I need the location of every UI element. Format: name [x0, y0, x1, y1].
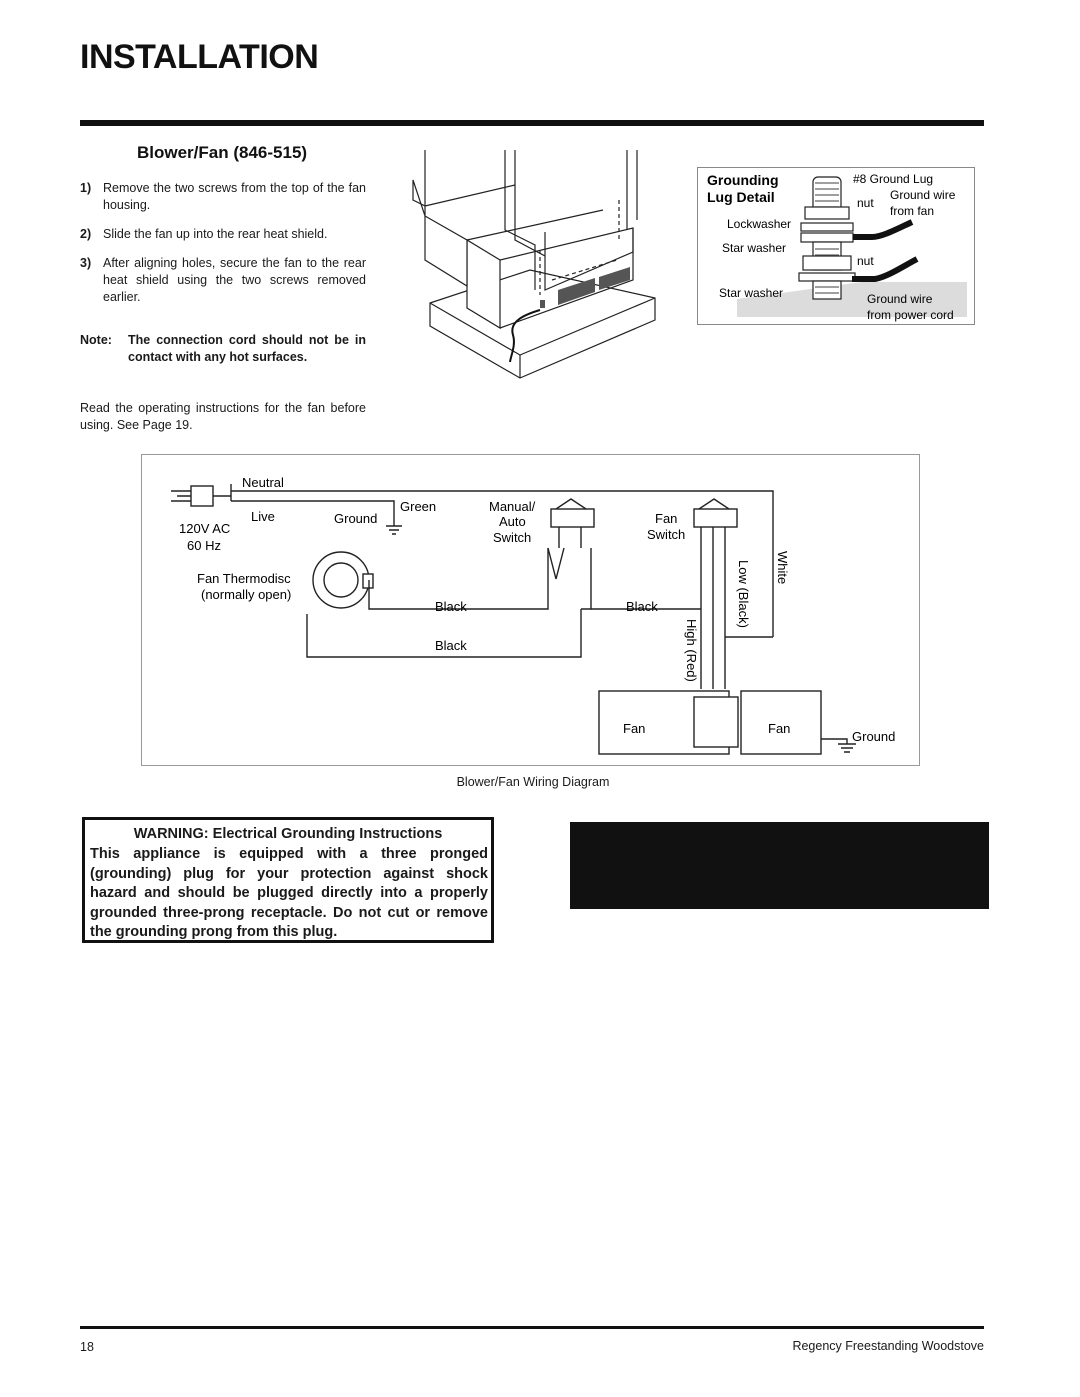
step-number: 3) [80, 256, 92, 270]
label-ground-wire-cord-2: from power cord [867, 308, 954, 322]
header-rule [80, 120, 984, 126]
warning-body: This appliance is equipped with a three pronged (grounding) plug for your protection against shock hazard and should be plugged directly into a properly grounded three-prong receptacle. Do not cut or remove the grounding prong from this plug. [90, 846, 488, 940]
label-star-washer-1: Star washer [722, 241, 787, 255]
warning-title: WARNING: Electrical Grounding Instructions [133, 826, 443, 842]
label-fan-left: Fan [623, 721, 646, 736]
label-white: White [775, 551, 790, 585]
label-ground-lug: #8 Ground Lug [853, 172, 934, 186]
label-thermodisc-1: Fan Thermodisc [197, 571, 291, 586]
label-fan-switch-1: Fan [655, 511, 678, 526]
label-black-2: Black [626, 599, 658, 614]
label-green: Green [400, 499, 437, 514]
label-manual-auto-3: Switch [493, 530, 532, 545]
section-heading: Blower/Fan (846-515) [137, 143, 308, 162]
step-text: After aligning holes, secure the fan to the rear heat shield using the two screws removed earlier. [103, 256, 366, 304]
label-black-1: Black [435, 599, 467, 614]
label-voltage: 120V AC [179, 521, 231, 536]
footer-rule [80, 1326, 984, 1329]
label-manual-auto-2: Auto [499, 514, 526, 529]
step-3 [80, 255, 366, 306]
label-fan-right: Fan [768, 721, 791, 736]
label-thermodisc-2: (normally open) [201, 587, 292, 602]
footer-title: Regency Freestanding Woodstove [792, 1339, 984, 1353]
label-manual-auto-1: Manual/ [489, 499, 536, 514]
label-black-3: Black [435, 638, 467, 653]
step-number: 2) [80, 227, 92, 241]
grounding-title-line1: Grounding [707, 172, 779, 188]
black-box [570, 822, 989, 909]
note-text: The connection cord should not be in contact with any hot surfaces. [128, 333, 366, 364]
instruction-steps [80, 180, 366, 318]
warning-box [82, 817, 494, 943]
note-label: Note: [80, 333, 112, 347]
label-low-black: Low (Black) [736, 560, 751, 628]
step-1 [80, 180, 366, 214]
page-title: INSTALLATION [80, 38, 319, 76]
page-number: 18 [80, 1340, 94, 1354]
label-live: Live [251, 509, 275, 524]
wiring-diagram-caption: Blower/Fan Wiring Diagram [456, 775, 610, 789]
note [80, 332, 366, 366]
step-number: 1) [80, 181, 92, 195]
grounding-lug-detail [697, 167, 975, 325]
read-instructions-note: Read the operating instructions for the fan before using. See Page 19. [80, 401, 366, 432]
label-ground-wire-cord-1: Ground wire [867, 292, 933, 306]
label-nut-top: nut [857, 196, 874, 210]
step-text: Slide the fan up into the rear heat shield. [103, 227, 328, 241]
label-lockwasher: Lockwasher [727, 217, 792, 231]
label-fan-switch-2: Switch [647, 527, 686, 542]
label-frequency: 60 Hz [187, 538, 221, 553]
label-nut-bottom: nut [857, 254, 874, 268]
label-neutral: Neutral [242, 475, 284, 490]
label-high-red: High (Red) [684, 619, 699, 682]
label-ground-wire-fan-2: from fan [890, 204, 935, 218]
label-ground-wire-fan-1: Ground wire [890, 188, 956, 202]
label-ground-right: Ground [852, 729, 896, 744]
label-star-washer-2: Star washer [719, 286, 784, 300]
stove-fan-illustration [405, 140, 665, 385]
step-text: Remove the two screws from the top of the fan housing. [103, 181, 366, 212]
grounding-title-line2: Lug Detail [707, 189, 775, 205]
label-ground-left: Ground [334, 511, 378, 526]
wiring-diagram [141, 454, 920, 766]
step-2 [80, 226, 366, 243]
